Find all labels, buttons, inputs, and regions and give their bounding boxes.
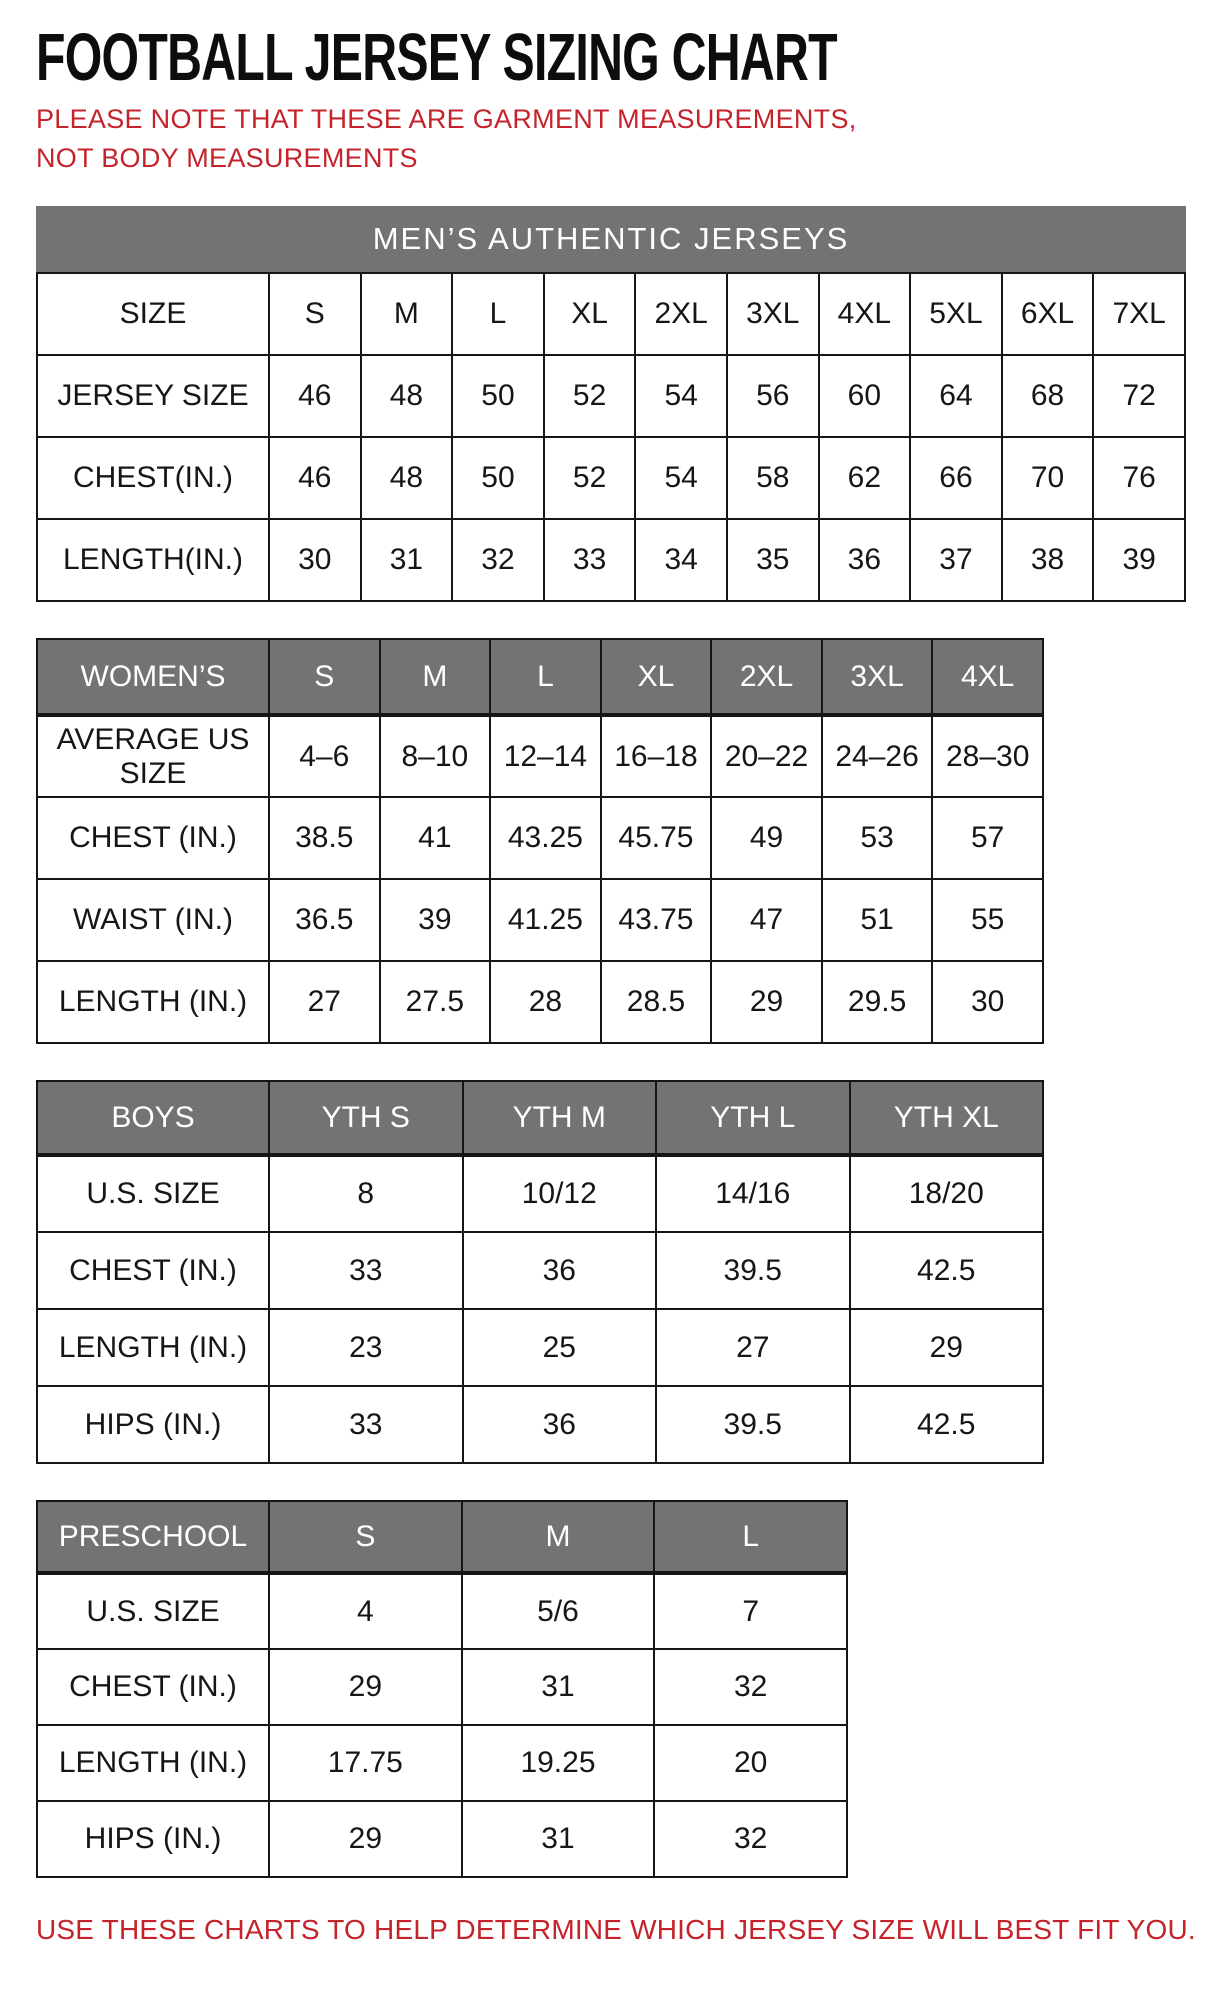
boys-col-header-cell: YTH L [656, 1081, 850, 1155]
womens-col-header-cell: 3XL [822, 639, 933, 715]
womens-value-cell: 41 [380, 797, 491, 879]
preschool-data-row [37, 1725, 847, 1801]
preschool-data-row [37, 1573, 847, 1649]
boys-value-cell: 42.5 [850, 1232, 1044, 1309]
womens-col-header-cell: L [490, 639, 601, 715]
womens-value-cell: 20–22 [711, 715, 822, 797]
mens-table-section [36, 206, 1186, 602]
preschool-value-cell: 31 [462, 1801, 655, 1877]
mens-value-cell: 64 [910, 355, 1002, 437]
preschool-col-header-cell: M [462, 1501, 655, 1573]
womens-table-section [36, 638, 1186, 1044]
mens-value-cell: 48 [361, 355, 453, 437]
preschool-row-label-cell: HIPS (IN.) [37, 1801, 269, 1877]
preschool-col-header-cell: L [654, 1501, 847, 1573]
boys-value-cell: 36 [463, 1386, 657, 1463]
mens-value-cell: 66 [910, 437, 1002, 519]
mens-table-banner: MEN’S AUTHENTIC JERSEYS [36, 206, 1186, 272]
womens-data-row [37, 961, 1043, 1043]
womens-header-row [37, 639, 1043, 715]
womens-value-cell: 51 [822, 879, 933, 961]
mens-value-cell: 48 [361, 437, 453, 519]
mens-col-header-cell: 5XL [910, 273, 1002, 355]
boys-sizing-table [36, 1080, 1044, 1464]
boys-label-header-cell: BOYS [37, 1081, 269, 1155]
boys-value-cell: 42.5 [850, 1386, 1044, 1463]
womens-value-cell: 41.25 [490, 879, 601, 961]
womens-row-label-cell: LENGTH (IN.) [37, 961, 269, 1043]
mens-value-cell: 52 [544, 355, 636, 437]
boys-col-header-cell: YTH XL [850, 1081, 1044, 1155]
womens-data-row [37, 797, 1043, 879]
preschool-value-cell: 32 [654, 1801, 847, 1877]
womens-value-cell: 39 [380, 879, 491, 961]
mens-value-cell: 31 [361, 519, 453, 601]
womens-value-cell: 43.25 [490, 797, 601, 879]
mens-value-cell: 46 [269, 355, 361, 437]
womens-value-cell: 43.75 [601, 879, 712, 961]
womens-label-header-cell: WOMEN’S [37, 639, 269, 715]
mens-col-header-cell: 6XL [1002, 273, 1094, 355]
boys-value-cell: 27 [656, 1309, 850, 1386]
boys-value-cell: 36 [463, 1232, 657, 1309]
mens-value-cell: 32 [452, 519, 544, 601]
mens-col-header-cell: 7XL [1093, 273, 1185, 355]
boys-table-section [36, 1080, 1186, 1464]
mens-value-cell: 30 [269, 519, 361, 601]
womens-col-header-cell: 2XL [711, 639, 822, 715]
preschool-row-label-cell: CHEST (IN.) [37, 1649, 269, 1725]
preschool-row-label-cell: U.S. SIZE [37, 1573, 269, 1649]
mens-value-cell: 72 [1093, 355, 1185, 437]
mens-value-cell: 54 [635, 355, 727, 437]
womens-value-cell: 55 [932, 879, 1043, 961]
womens-value-cell: 38.5 [269, 797, 380, 879]
mens-row-label-cell: LENGTH(IN.) [37, 519, 269, 601]
womens-col-header-cell: 4XL [932, 639, 1043, 715]
boys-value-cell: 18/20 [850, 1155, 1044, 1232]
boys-data-row [37, 1232, 1043, 1309]
page-title-wrap [36, 20, 1186, 95]
boys-value-cell: 8 [269, 1155, 463, 1232]
boys-row-label-cell: CHEST (IN.) [37, 1232, 269, 1309]
preschool-value-cell: 17.75 [269, 1725, 462, 1801]
mens-value-cell: 33 [544, 519, 636, 601]
mens-value-cell: 50 [452, 355, 544, 437]
preschool-value-cell: 19.25 [462, 1725, 655, 1801]
womens-data-row [37, 715, 1043, 797]
mens-sizing-table [36, 272, 1186, 602]
womens-value-cell: 29.5 [822, 961, 933, 1043]
preschool-label-header-cell: PRESCHOOL [37, 1501, 269, 1573]
mens-value-cell: 34 [635, 519, 727, 601]
boys-value-cell: 33 [269, 1386, 463, 1463]
preschool-value-cell: 29 [269, 1801, 462, 1877]
boys-value-cell: 23 [269, 1309, 463, 1386]
mens-value-cell: 68 [1002, 355, 1094, 437]
boys-value-cell: 39.5 [656, 1232, 850, 1309]
womens-value-cell: 16–18 [601, 715, 712, 797]
mens-row-label-cell: JERSEY SIZE [37, 355, 269, 437]
page-title: FOOTBALL JERSEY SIZING CHART [36, 20, 837, 95]
boys-value-cell: 29 [850, 1309, 1044, 1386]
womens-row-label-cell: CHEST (IN.) [37, 797, 269, 879]
womens-row-label-cell: AVERAGE US SIZE [37, 715, 269, 797]
womens-value-cell: 28.5 [601, 961, 712, 1043]
preschool-col-header-cell: S [269, 1501, 462, 1573]
womens-value-cell: 57 [932, 797, 1043, 879]
mens-value-cell: 37 [910, 519, 1002, 601]
mens-col-header-cell: 2XL [635, 273, 727, 355]
preschool-value-cell: 32 [654, 1649, 847, 1725]
womens-value-cell: 45.75 [601, 797, 712, 879]
womens-data-row [37, 879, 1043, 961]
mens-value-cell: 52 [544, 437, 636, 519]
womens-value-cell: 28 [490, 961, 601, 1043]
mens-row-label-cell: CHEST(IN.) [37, 437, 269, 519]
boys-col-header-cell: YTH M [463, 1081, 657, 1155]
womens-value-cell: 27 [269, 961, 380, 1043]
boys-value-cell: 25 [463, 1309, 657, 1386]
womens-value-cell: 4–6 [269, 715, 380, 797]
mens-col-header-cell: XL [544, 273, 636, 355]
preschool-value-cell: 31 [462, 1649, 655, 1725]
womens-value-cell: 28–30 [932, 715, 1043, 797]
boys-value-cell: 14/16 [656, 1155, 850, 1232]
womens-row-label-cell: WAIST (IN.) [37, 879, 269, 961]
mens-value-cell: 35 [727, 519, 819, 601]
boys-row-label-cell: U.S. SIZE [37, 1155, 269, 1232]
preschool-value-cell: 5/6 [462, 1573, 655, 1649]
mens-label-header-cell: SIZE [37, 273, 269, 355]
mens-value-cell: 58 [727, 437, 819, 519]
preschool-value-cell: 29 [269, 1649, 462, 1725]
boys-value-cell: 39.5 [656, 1386, 850, 1463]
mens-header-row [37, 273, 1185, 355]
mens-data-row [37, 355, 1185, 437]
mens-col-header-cell: L [452, 273, 544, 355]
preschool-sizing-table [36, 1500, 848, 1878]
mens-value-cell: 39 [1093, 519, 1185, 601]
womens-value-cell: 8–10 [380, 715, 491, 797]
womens-value-cell: 53 [822, 797, 933, 879]
preschool-value-cell: 20 [654, 1725, 847, 1801]
preschool-row-label-cell: LENGTH (IN.) [37, 1725, 269, 1801]
mens-col-header-cell: M [361, 273, 453, 355]
womens-col-header-cell: M [380, 639, 491, 715]
garment-measurements-note: PLEASE NOTE THAT THESE ARE GARMENT MEASUREMENTS, NOT BODY MEASUREMENTS [36, 104, 857, 174]
mens-value-cell: 76 [1093, 437, 1185, 519]
womens-value-cell: 49 [711, 797, 822, 879]
boys-col-header-cell: YTH S [269, 1081, 463, 1155]
womens-value-cell: 36.5 [269, 879, 380, 961]
womens-value-cell: 12–14 [490, 715, 601, 797]
boys-value-cell: 10/12 [463, 1155, 657, 1232]
boys-data-row [37, 1155, 1043, 1232]
boys-data-row [37, 1309, 1043, 1386]
mens-col-header-cell: 3XL [727, 273, 819, 355]
boys-row-label-cell: HIPS (IN.) [37, 1386, 269, 1463]
womens-col-header-cell: XL [601, 639, 712, 715]
womens-value-cell: 29 [711, 961, 822, 1043]
preschool-data-row [37, 1649, 847, 1725]
mens-value-cell: 56 [727, 355, 819, 437]
womens-sizing-table [36, 638, 1044, 1044]
preschool-value-cell: 7 [654, 1573, 847, 1649]
mens-value-cell: 36 [819, 519, 911, 601]
mens-col-header-cell: S [269, 273, 361, 355]
mens-value-cell: 50 [452, 437, 544, 519]
womens-value-cell: 47 [711, 879, 822, 961]
mens-data-row [37, 519, 1185, 601]
boys-header-row [37, 1081, 1043, 1155]
chart-usage-footer: USE THESE CHARTS TO HELP DETERMINE WHICH JERSEY SIZE WILL BEST FIT YOU. [36, 1914, 1196, 1946]
womens-value-cell: 27.5 [380, 961, 491, 1043]
mens-col-header-cell: 4XL [819, 273, 911, 355]
womens-value-cell: 30 [932, 961, 1043, 1043]
boys-row-label-cell: LENGTH (IN.) [37, 1309, 269, 1386]
preschool-data-row [37, 1801, 847, 1877]
preschool-header-row [37, 1501, 847, 1573]
preschool-table-section [36, 1500, 1186, 1878]
boys-data-row [37, 1386, 1043, 1463]
mens-value-cell: 54 [635, 437, 727, 519]
mens-value-cell: 70 [1002, 437, 1094, 519]
preschool-value-cell: 4 [269, 1573, 462, 1649]
mens-value-cell: 46 [269, 437, 361, 519]
womens-value-cell: 24–26 [822, 715, 933, 797]
mens-value-cell: 60 [819, 355, 911, 437]
mens-value-cell: 38 [1002, 519, 1094, 601]
mens-data-row [37, 437, 1185, 519]
womens-col-header-cell: S [269, 639, 380, 715]
boys-value-cell: 33 [269, 1232, 463, 1309]
mens-value-cell: 62 [819, 437, 911, 519]
